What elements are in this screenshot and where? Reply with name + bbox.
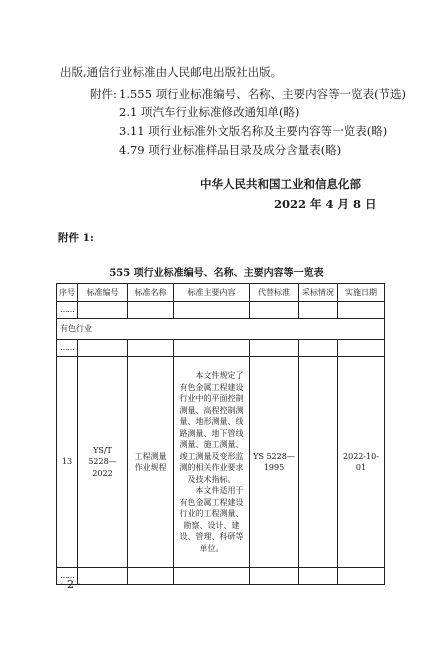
row-name-line2: 作业规程 xyxy=(134,463,167,472)
header-no: 序号 xyxy=(57,284,78,302)
header-name: 标准名称 xyxy=(128,284,174,302)
header-code: 标准编号 xyxy=(78,284,128,302)
header-replaces: 代替标准 xyxy=(250,284,299,302)
row-date: 2022-10-01 xyxy=(338,357,385,568)
category-cell: 有色行业 xyxy=(57,319,385,340)
attachment-item-4: 4.79 项行业标准样品目录及成分含量表(略) xyxy=(119,143,342,157)
row-content-scope: 本文件规定了有色金属工程建设行业中的平面控制测量、高程控制测量、地形测量、线路测量、地下管线测量、施工测量、竣工测量及变形监测的相关作业要求及技术指标。 xyxy=(179,371,244,484)
row-content-applicability: 本文件适用于有色金属工程建设行业的工程测量、勘察、设计、建设、管理、科研等单位。 xyxy=(179,486,244,553)
header-date: 实施日期 xyxy=(338,284,385,302)
table-header-row xyxy=(57,284,385,302)
row-content xyxy=(174,357,250,568)
table-row xyxy=(57,340,385,357)
attachments-prefix: 附件: xyxy=(90,87,117,101)
annex-label: 附件 1: xyxy=(58,232,94,244)
row-replaces-line2: 1995 xyxy=(263,463,285,472)
row-replaces-line1: YS 5228— xyxy=(253,451,295,461)
row-code-line2: 5228—2022 xyxy=(88,457,117,478)
page-number: · 2 · xyxy=(60,578,81,591)
ellipsis-cell: …… xyxy=(57,340,78,357)
attachment-item-3: 3.11 项行业标准外文版名称及主要内容等一览表(略) xyxy=(119,124,388,138)
table-row xyxy=(57,357,385,568)
attachment-item-2: 2.1 项汽车行业标准修改通知单(略) xyxy=(119,105,300,119)
attachment-item-1: 1.555 项行业标准编号、名称、主要内容等一览表(节选) xyxy=(119,87,407,101)
header-adoption: 采标情况 xyxy=(299,284,338,302)
standards-table xyxy=(56,283,385,585)
row-adoption xyxy=(299,357,338,568)
table-row xyxy=(57,302,385,319)
annex-title: 555 项行业标准编号、名称、主要内容等一览表 xyxy=(109,268,324,279)
row-name-line1: 工程测量 xyxy=(134,451,167,461)
row-replaces xyxy=(250,357,299,568)
table-row xyxy=(57,568,385,585)
signature-date: 2022 年 4 月 8 日 xyxy=(274,197,377,211)
row-name xyxy=(128,357,174,568)
header-content: 标准主要内容 xyxy=(174,284,250,302)
ellipsis-cell: …… xyxy=(57,302,78,319)
signature-ministry: 中华人民共和国工业和信息化部 xyxy=(200,177,361,191)
ellipsis-cell: …… xyxy=(57,568,78,585)
row-no: 13 xyxy=(57,357,78,568)
body-paragraph-end: 出版,通信行业标准由人民邮电出版社出版。 xyxy=(60,65,283,79)
row-code-line1: YS/T xyxy=(93,445,112,455)
row-code xyxy=(78,357,128,568)
table-row xyxy=(57,319,385,340)
